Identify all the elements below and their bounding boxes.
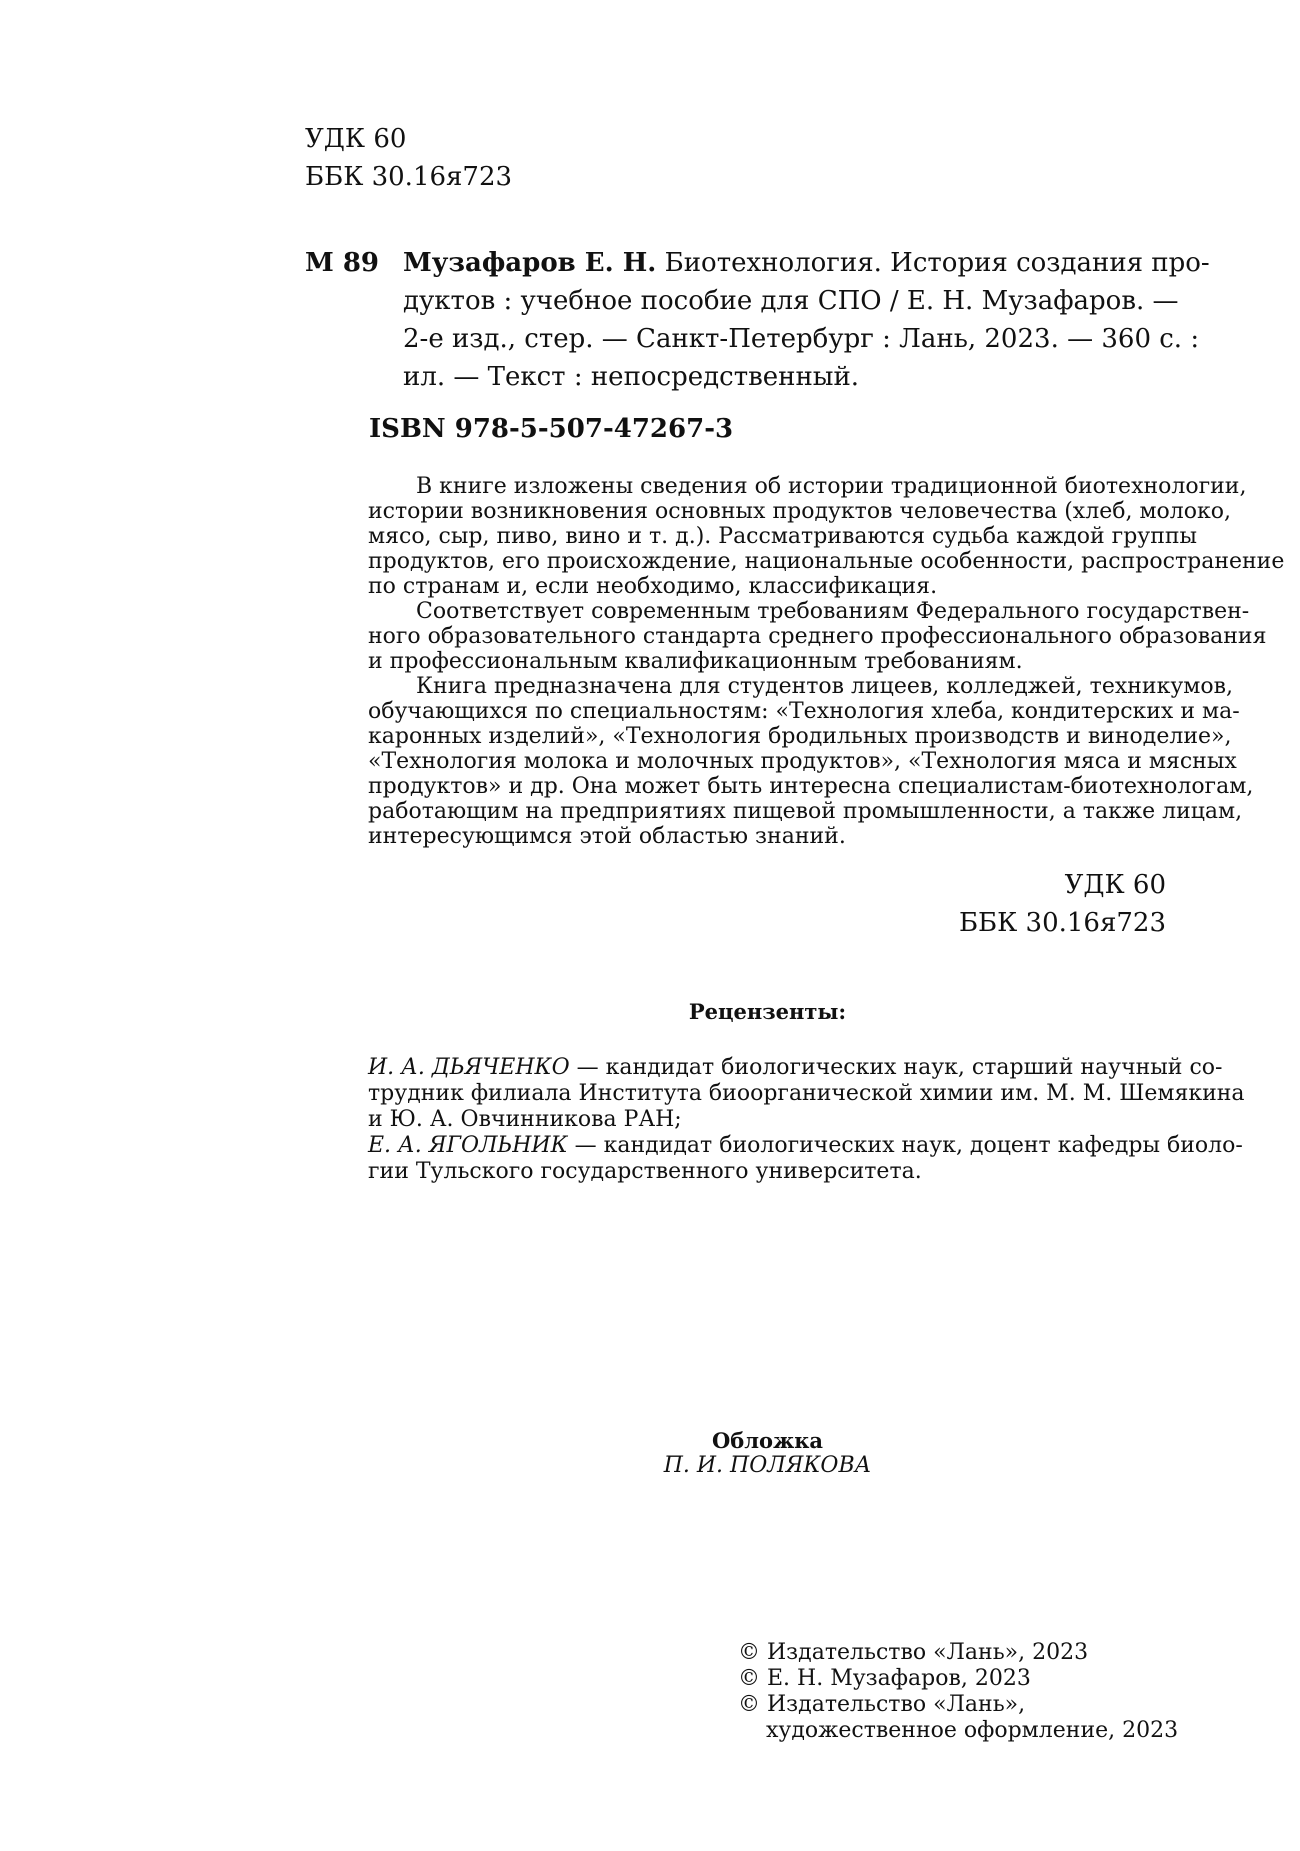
reviewer-line (368, 1133, 1243, 1159)
reviewer-line (368, 1055, 1223, 1081)
annotation-line: Соответствует современным требованиям Федерального государствен- (416, 599, 1250, 624)
reviewer-text: — кандидат биологических наук, доцент кафедры биоло- (567, 1133, 1243, 1158)
biblio-line: 2-е изд., стер. — Санкт-Петербург : Лань, 2023. — 360 с. : (403, 324, 1200, 354)
annotation-line: обучающихся по специальностям: «Технология хлеба, кондитерских и ма- (368, 699, 1240, 724)
reviewers-list (368, 1055, 1245, 1185)
annotation-line: В книге изложены сведения об истории традиционной биотехнологии, (416, 474, 1247, 499)
copyright-line: художественное оформление, 2023 (766, 1718, 1179, 1743)
reviewer-entry (368, 1055, 1245, 1133)
annotation-line: «Технология молока и молочных продуктов», «Технология мяса и мясных (368, 749, 1237, 774)
bibliographic-record (403, 244, 1210, 396)
reviewer-text: — кандидат биологических наук, старший научный со- (569, 1055, 1223, 1080)
reviewer-entry (368, 1133, 1243, 1185)
biblio-author: Музафаров Е. Н. (403, 248, 657, 278)
reviewers-heading: Рецензенты: (688, 999, 847, 1024)
biblio-line: ил. — Текст : непосредственный. (403, 362, 860, 392)
copyright-block (738, 1640, 1178, 1744)
reviewer-line: гии Тульского государственного университета. (368, 1159, 922, 1184)
bbk-code-bottom: ББК 30.16я723 (958, 908, 1166, 938)
reviewer-name: И. А. ДЬЯЧЕНКО (368, 1055, 570, 1080)
copyright-line: © Издательство «Лань», 2023 (738, 1640, 1089, 1665)
annotation-line: ного образовательного стандарта среднего профессионального образования (368, 624, 1267, 649)
biblio-line (403, 244, 1210, 282)
biblio-line: дуктов : учебное пособие для СПО / Е. Н. Музафаров. — (403, 286, 1179, 316)
annotation-line: истории возникновения основных продуктов человечества (хлеб, молоко, (368, 499, 1232, 524)
reviewer-name: Е. А. ЯГОЛЬНИК (368, 1133, 568, 1158)
annotation-line: интересующимся этой областью знаний. (368, 824, 846, 849)
cover-heading: Обложка (711, 1428, 824, 1453)
copyright-line: © Е. Н. Музафаров, 2023 (738, 1666, 1031, 1691)
annotation-line: продуктов» и др. Она может быть интересна специалистам-биотехнологам, (368, 774, 1254, 799)
annotation-line: работающим на предприятиях пищевой промышленности, а также лицам, (368, 799, 1243, 824)
annotation-paragraph (368, 474, 1285, 599)
annotation-line: продуктов, его происхождение, национальные особенности, распространение (368, 549, 1285, 574)
author-mark: М 89 (305, 248, 380, 278)
annotation-paragraph (368, 674, 1254, 849)
annotation-line: мясо, сыр, пиво, вино и т. д.). Рассматриваются судьба каждой группы (368, 524, 1198, 549)
copyright-line: © Издательство «Лань», (738, 1692, 1026, 1717)
annotation-line: каронных изделий», «Технология бродильных производств и виноделие», (368, 724, 1232, 749)
annotation-paragraph (368, 599, 1267, 674)
annotation-line: и профессиональным квалификационным требованиям. (368, 649, 1023, 674)
bbk-code: ББК 30.16я723 (305, 162, 513, 192)
isbn: ISBN 978-5-507-47267-3 (369, 414, 734, 444)
annotation-line: по странам и, если необходимо, классификация. (368, 574, 938, 599)
udk-code-bottom: УДК 60 (1064, 870, 1166, 900)
reviewer-line: и Ю. А. Овчинникова РАН; (368, 1107, 682, 1132)
cover-designer: П. И. ПОЛЯКОВА (663, 1453, 872, 1478)
reviewer-line: трудник филиала Института биоорганической химии им. М. М. Шемякина (368, 1081, 1245, 1106)
annotation-line: Книга предназначена для студентов лицеев, колледжей, техникумов, (416, 674, 1234, 699)
udk-code: УДК 60 (305, 124, 407, 154)
biblio-line-rest: Биотехнология. История создания про- (656, 248, 1210, 278)
annotation (368, 474, 1285, 849)
